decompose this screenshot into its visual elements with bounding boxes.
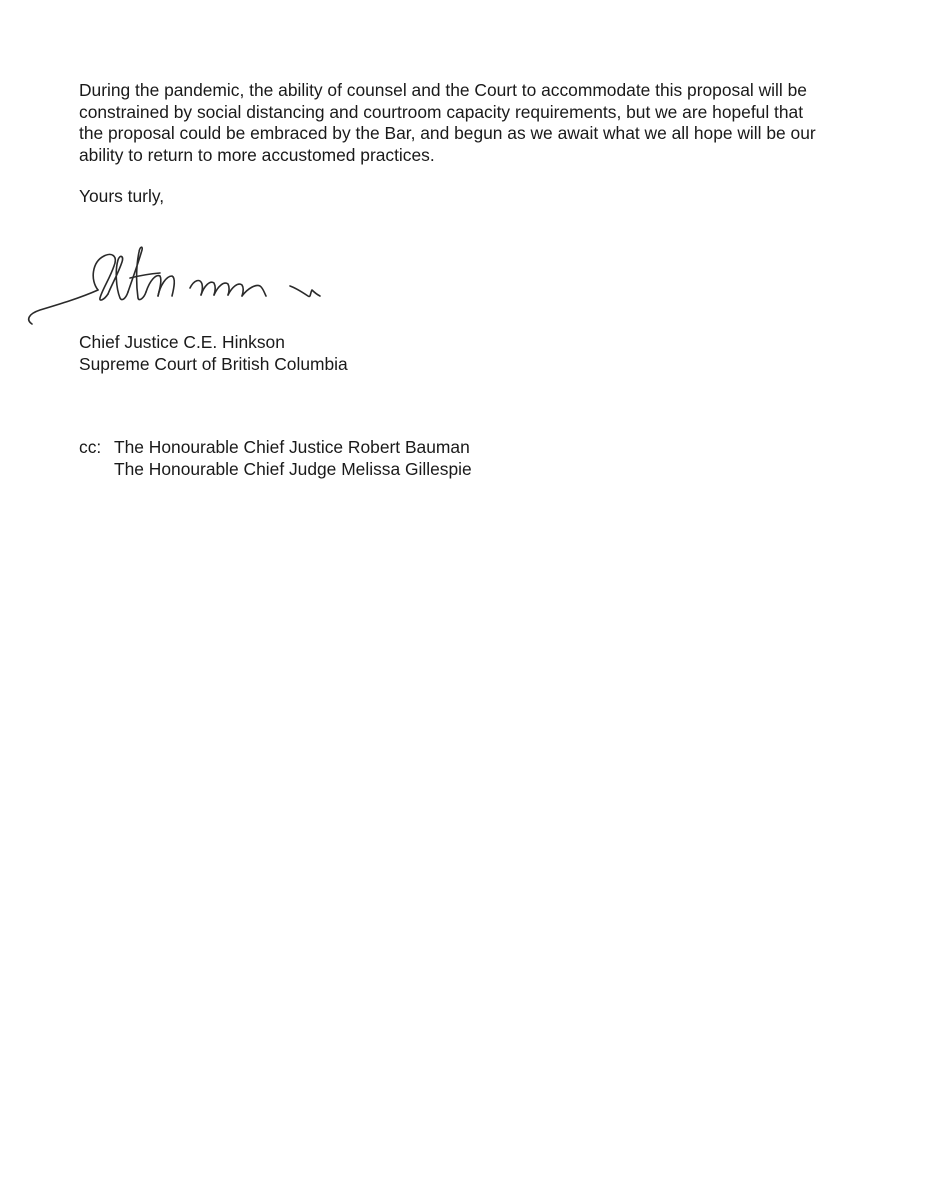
- body-line: constrained by social distancing and courtroom capacity requirements, but we are hopeful that: [79, 101, 804, 122]
- closing-salutation: Yours turly,: [79, 186, 165, 206]
- signer-block: [79, 332, 348, 375]
- cc-recipient: The Honourable Chief Justice Robert Bauman: [114, 437, 470, 457]
- signer-court: Supreme Court of British Columbia: [79, 353, 348, 374]
- signer-name: Chief Justice C.E. Hinkson: [79, 332, 285, 352]
- cc-recipient-list: [114, 437, 472, 480]
- body-line: the proposal could be embraced by the Bar, and begun as we await what we all hope will be our: [79, 123, 816, 144]
- body-paragraph: [79, 80, 869, 166]
- handwritten-signature: [20, 240, 340, 335]
- body-line: During the pandemic, the ability of counsel and the Court to accommodate this proposal will be: [79, 80, 807, 100]
- body-line: ability to return to more accustomed practices.: [79, 144, 435, 165]
- cc-label: cc:: [79, 437, 102, 457]
- cc-recipient: The Honourable Chief Judge Melissa Gillespie: [114, 458, 472, 479]
